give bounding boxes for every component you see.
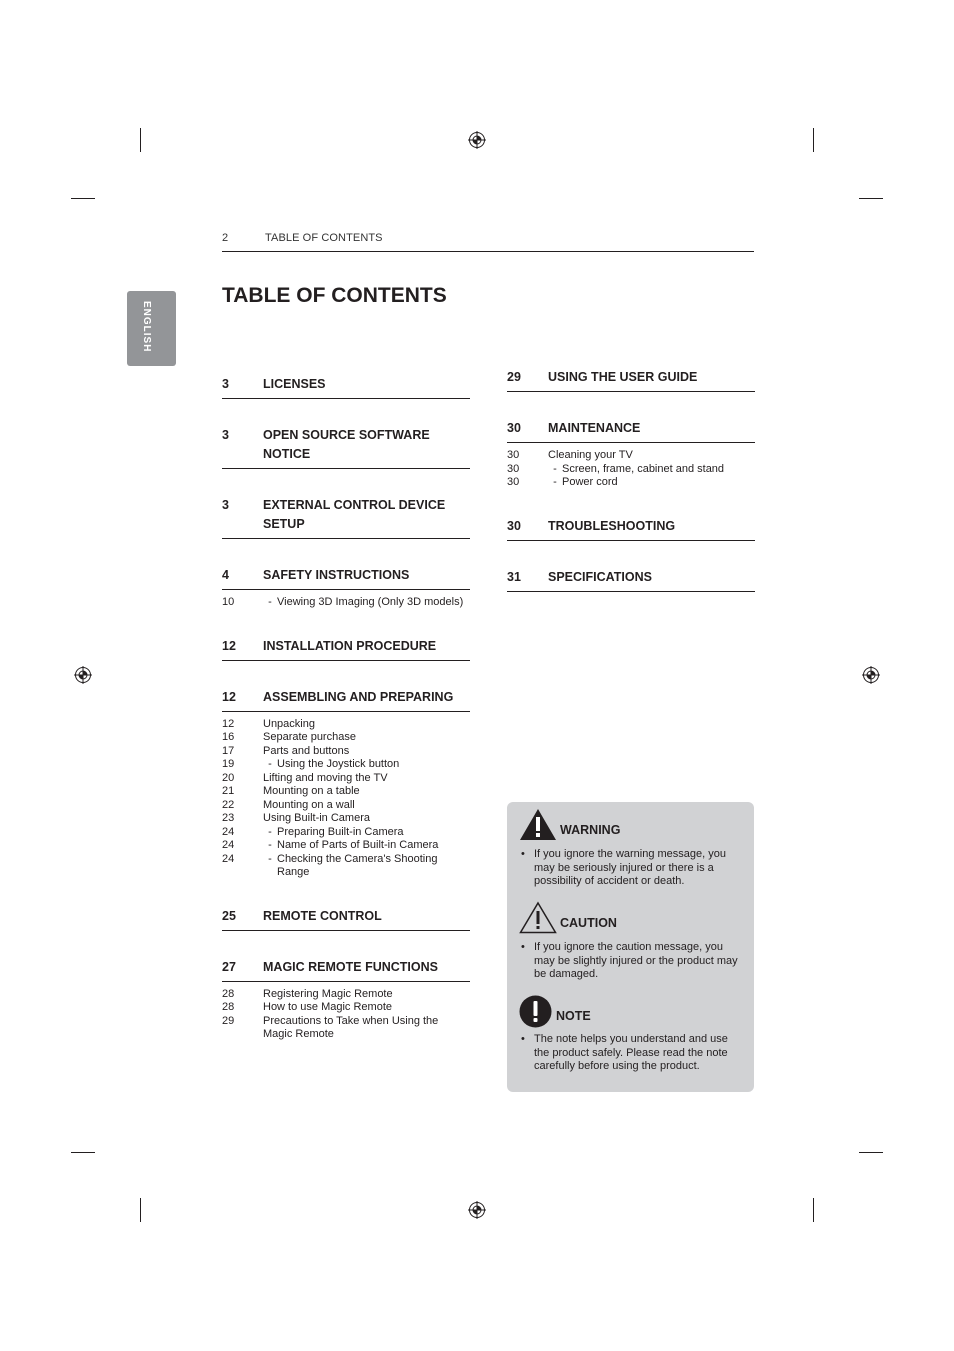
- toc-subentry-dash: -: [553, 476, 557, 488]
- caution-text-item: [521, 941, 741, 982]
- toc-section-heading: [507, 419, 755, 443]
- toc-section-heading: [507, 568, 755, 592]
- warning-label: WARNING: [560, 822, 621, 837]
- crop-mark: [813, 1198, 814, 1222]
- bullet: •: [521, 1033, 525, 1045]
- toc-section-title: MAINTENANCE: [548, 421, 641, 435]
- toc-section-title: USING THE USER GUIDE: [548, 370, 698, 384]
- toc-subentry-page: 29: [222, 1014, 235, 1027]
- toc-page-number: 30: [507, 421, 521, 435]
- toc-section: [222, 688, 470, 880]
- toc-page-number: 25: [222, 908, 236, 923]
- toc-subentry-text: Mounting on a table: [263, 785, 360, 797]
- warning-text: If you ignore the warning message, you may be seriously injured or there is a possibility of accident or death.: [534, 848, 727, 887]
- toc-subentry: [222, 1015, 470, 1042]
- toc-section-title: SPECIFICATIONS: [548, 569, 652, 584]
- toc-subentry-text: Unpacking: [263, 717, 315, 730]
- toc-subentry: [222, 839, 470, 853]
- crop-mark: [859, 198, 883, 199]
- toc-subentry-text: Name of Parts of Built-in Camera: [277, 839, 439, 851]
- toc-subentry-text: How to use Magic Remote: [263, 1001, 392, 1013]
- note-text: The note helps you understand and use the product safely. Please read the note carefully before using the product.: [534, 1033, 728, 1072]
- caution-heading: [519, 901, 617, 934]
- toc-subentry-page: 17: [222, 744, 235, 757]
- note-heading: [519, 995, 591, 1028]
- toc-section-title: SAFETY INSTRUCTIONS: [263, 568, 410, 582]
- toc-section-heading: [222, 496, 470, 539]
- toc-subentry-text: Using Built-in Camera: [263, 812, 370, 824]
- toc-subentry: [222, 853, 470, 880]
- toc-section: [507, 568, 755, 592]
- toc-section-heading: [222, 566, 470, 590]
- toc-subentry-page: 24: [222, 839, 235, 851]
- toc-subentry: [222, 826, 470, 840]
- toc-subentry: [222, 596, 470, 610]
- toc-subentry: [222, 758, 470, 772]
- running-header: [222, 232, 754, 252]
- toc-subentry-text: Registering Magic Remote: [263, 987, 393, 1000]
- toc-section: [222, 375, 470, 399]
- toc-section-title: MAGIC REMOTE FUNCTIONS: [263, 959, 438, 974]
- toc-section: [507, 419, 755, 490]
- crop-mark: [71, 198, 95, 199]
- note-label: NOTE: [556, 1008, 591, 1023]
- toc-subentry-page: 24: [222, 825, 235, 838]
- crop-mark: [140, 1198, 141, 1222]
- caution-label: CAUTION: [560, 915, 617, 930]
- toc-section-heading: [222, 958, 470, 982]
- toc-subentry-text: Viewing 3D Imaging (Only 3D models): [277, 596, 464, 608]
- toc-section-heading: [222, 907, 470, 931]
- toc-subentry: [222, 988, 470, 1002]
- warning-heading: [519, 808, 620, 841]
- crop-mark: [71, 1152, 95, 1153]
- warning-text-item: [521, 848, 741, 889]
- running-title: TABLE OF CONTENTS: [265, 232, 383, 244]
- toc-subentry-dash: -: [268, 852, 272, 865]
- toc-subentry-page: 30: [507, 449, 520, 461]
- toc-subentries: [222, 988, 470, 1042]
- toc-subentry-page: 28: [222, 987, 235, 1000]
- toc-subentry-dash: -: [268, 839, 272, 851]
- registration-mark-icon: [468, 1201, 486, 1219]
- toc-subentry-page: 22: [222, 798, 235, 811]
- toc-subentries: [222, 718, 470, 880]
- toc-subentry-page: 20: [222, 771, 235, 784]
- toc-section-heading: [222, 688, 470, 712]
- toc-subentry: [222, 1001, 470, 1015]
- registration-mark-icon: [74, 666, 92, 684]
- registration-mark-icon: [468, 131, 486, 149]
- caution-text: If you ignore the caution message, you may be slightly injured or the product may be damaged.: [534, 941, 738, 980]
- toc-subentry: [507, 476, 755, 490]
- toc-subentry-text: Power cord: [562, 476, 618, 488]
- toc-subentry-page: 12: [222, 717, 235, 730]
- toc-section: [222, 958, 470, 1042]
- toc-section-title: REMOTE CONTROL: [263, 908, 382, 923]
- toc-section-title: INSTALLATION PROCEDURE: [263, 638, 437, 653]
- toc-section: [507, 517, 755, 541]
- toc-page-number: 12: [222, 638, 236, 653]
- toc-subentry: [222, 718, 470, 732]
- toc-page-number: 30: [507, 518, 521, 533]
- toc-subentry-text: Mounting on a wall: [263, 798, 355, 811]
- notes-legend-box: [507, 802, 754, 1092]
- registration-mark-icon: [862, 666, 880, 684]
- toc-section-heading: [507, 517, 755, 541]
- page-title: TABLE OF CONTENTS: [222, 284, 447, 307]
- crop-mark: [859, 1152, 883, 1153]
- toc-subentry-text: Lifting and moving the TV: [263, 771, 388, 784]
- caution-triangle-icon: [519, 901, 557, 934]
- toc-subentry-dash: -: [268, 758, 272, 770]
- toc-section-title: LICENSES: [263, 377, 326, 391]
- toc-section: [222, 907, 470, 931]
- toc-subentry-page: 30: [507, 462, 520, 475]
- toc-subentry-dash: -: [268, 825, 272, 838]
- toc-subentry-page: 28: [222, 1001, 235, 1013]
- toc-subentry-page: 30: [507, 476, 520, 488]
- toc-subentry-text: Preparing Built-in Camera: [277, 825, 404, 838]
- toc-subentry-text: Using the Joystick button: [277, 758, 400, 770]
- toc-subentry: [507, 449, 755, 463]
- toc-page-number: 3: [222, 377, 229, 391]
- toc-section-title: OPEN SOURCE SOFTWARE NOTICE: [263, 428, 430, 461]
- toc-section-title: ASSEMBLING AND PREPARING: [263, 689, 454, 704]
- toc-page-number: 29: [507, 370, 521, 384]
- crop-mark: [813, 128, 814, 152]
- toc-subentry-text: Precautions to Take when Using the Magic Remote: [263, 1014, 439, 1040]
- toc-section: [222, 426, 470, 469]
- toc-subentry: [222, 745, 470, 759]
- toc-subentry-page: 10: [222, 596, 235, 608]
- toc-section: [222, 566, 470, 610]
- toc-section-heading: [507, 368, 755, 392]
- toc-subentry: [222, 799, 470, 813]
- toc-page-number: 27: [222, 959, 236, 974]
- toc-page-number: 31: [507, 569, 521, 584]
- toc-section-title: EXTERNAL CONTROL DEVICE SETUP: [263, 498, 446, 531]
- toc-section: [222, 496, 470, 539]
- toc-subentry-text: Cleaning your TV: [548, 449, 633, 461]
- bullet: •: [521, 848, 525, 860]
- warning-triangle-icon: [519, 808, 557, 841]
- toc-right-column: [507, 368, 755, 619]
- toc-subentry-page: 19: [222, 758, 235, 770]
- toc-section-heading: [222, 637, 470, 661]
- toc-subentry: [507, 463, 755, 477]
- crop-mark: [140, 128, 141, 152]
- toc-subentry: [222, 785, 470, 799]
- toc-subentry: [222, 731, 470, 745]
- note-exclamation-icon: [519, 995, 552, 1028]
- page-number: 2: [222, 232, 229, 244]
- toc-section-title: TROUBLESHOOTING: [548, 518, 676, 533]
- toc-section-heading: [222, 375, 470, 399]
- toc-subentry-text: Checking the Camera's Shooting Range: [277, 852, 438, 878]
- toc-section-heading: [222, 426, 470, 469]
- toc-subentry: [222, 772, 470, 786]
- toc-subentry-page: 24: [222, 852, 235, 865]
- toc-subentry-page: 16: [222, 731, 235, 743]
- toc-subentry-text: Parts and buttons: [263, 744, 350, 757]
- toc-subentry-dash: -: [268, 596, 272, 608]
- toc-page-number: 3: [222, 428, 229, 442]
- toc-subentry-page: 21: [222, 785, 235, 797]
- toc-section: [507, 368, 755, 392]
- toc-subentry-page: 23: [222, 812, 235, 824]
- toc-subentry: [222, 812, 470, 826]
- toc-subentry-text: Separate purchase: [263, 731, 356, 743]
- language-tab-label: ENGLISH: [141, 301, 152, 353]
- toc-left-column: [222, 375, 470, 1069]
- toc-subentry-text: Screen, frame, cabinet and stand: [562, 462, 725, 475]
- note-text-item: [521, 1033, 741, 1074]
- toc-page-number: 4: [222, 568, 229, 582]
- toc-page-number: 12: [222, 689, 236, 704]
- toc-subentries: [507, 449, 755, 490]
- toc-section: [222, 637, 470, 661]
- toc-page-number: 3: [222, 498, 229, 512]
- toc-subentry-dash: -: [553, 462, 557, 475]
- language-tab: [127, 291, 176, 366]
- bullet: •: [521, 941, 525, 953]
- toc-subentries: [222, 596, 470, 610]
